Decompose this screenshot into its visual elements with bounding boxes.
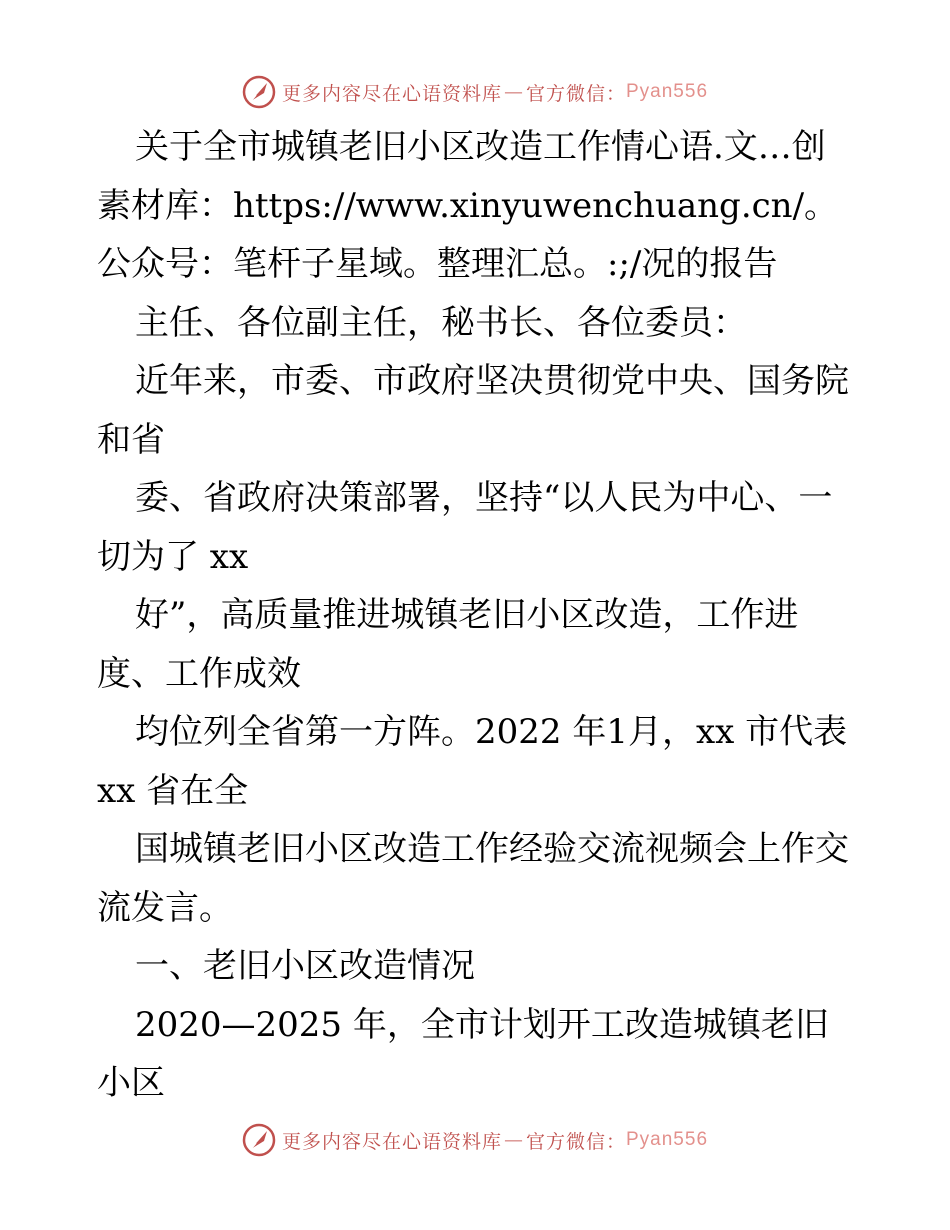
paragraph: 2020—2025 年，全市计划开工改造城镇老旧小区 xyxy=(97,1004,829,1103)
banner-contact: 官方微信： xyxy=(525,82,626,105)
paragraph: 近年来，市委、市政府坚决贯彻党中央、国务院和省 xyxy=(97,361,849,460)
paragraph-salutation: 主任、各位副主任，秘书长、各位委员： xyxy=(135,302,747,343)
banner-contact: 官方微信： xyxy=(525,1130,626,1153)
banner-id: Pyan556 xyxy=(626,81,709,102)
header-banner xyxy=(0,72,950,112)
quill-logo-icon xyxy=(242,75,276,109)
banner-separator: — xyxy=(503,1129,524,1151)
footer-banner xyxy=(0,1120,950,1160)
paragraph: 均位列全省第一方阵。2022 年1月，xx 市代表 xx 省在全 xyxy=(97,712,848,811)
section-heading: 一、老旧小区改造情况 xyxy=(135,946,475,986)
banner-id: Pyan556 xyxy=(626,1129,709,1150)
paragraph: 好”，高质量推进城镇老旧小区改造，工作进度、工作成效 xyxy=(97,595,799,694)
document-body xyxy=(97,118,857,1113)
banner-text: 更多内容尽在心语资料库 xyxy=(281,1130,502,1153)
paragraph-title: 关于全市城镇老旧小区改造工作情心语.文…创素材库：https://www.xinyuwenchuang.cn/。公众号：笔杆子星域。整理汇总。:;/况的报告 xyxy=(97,127,839,284)
quill-logo-icon xyxy=(242,1123,276,1157)
paragraph: 委、省政府决策部署，坚持“以人民为中心、一切为了 xx xyxy=(97,478,833,577)
banner-text: 更多内容尽在心语资料库 xyxy=(281,82,502,105)
banner-separator: — xyxy=(503,81,524,103)
paragraph: 国城镇老旧小区改造工作经验交流视频会上作交流发言。 xyxy=(97,829,849,928)
